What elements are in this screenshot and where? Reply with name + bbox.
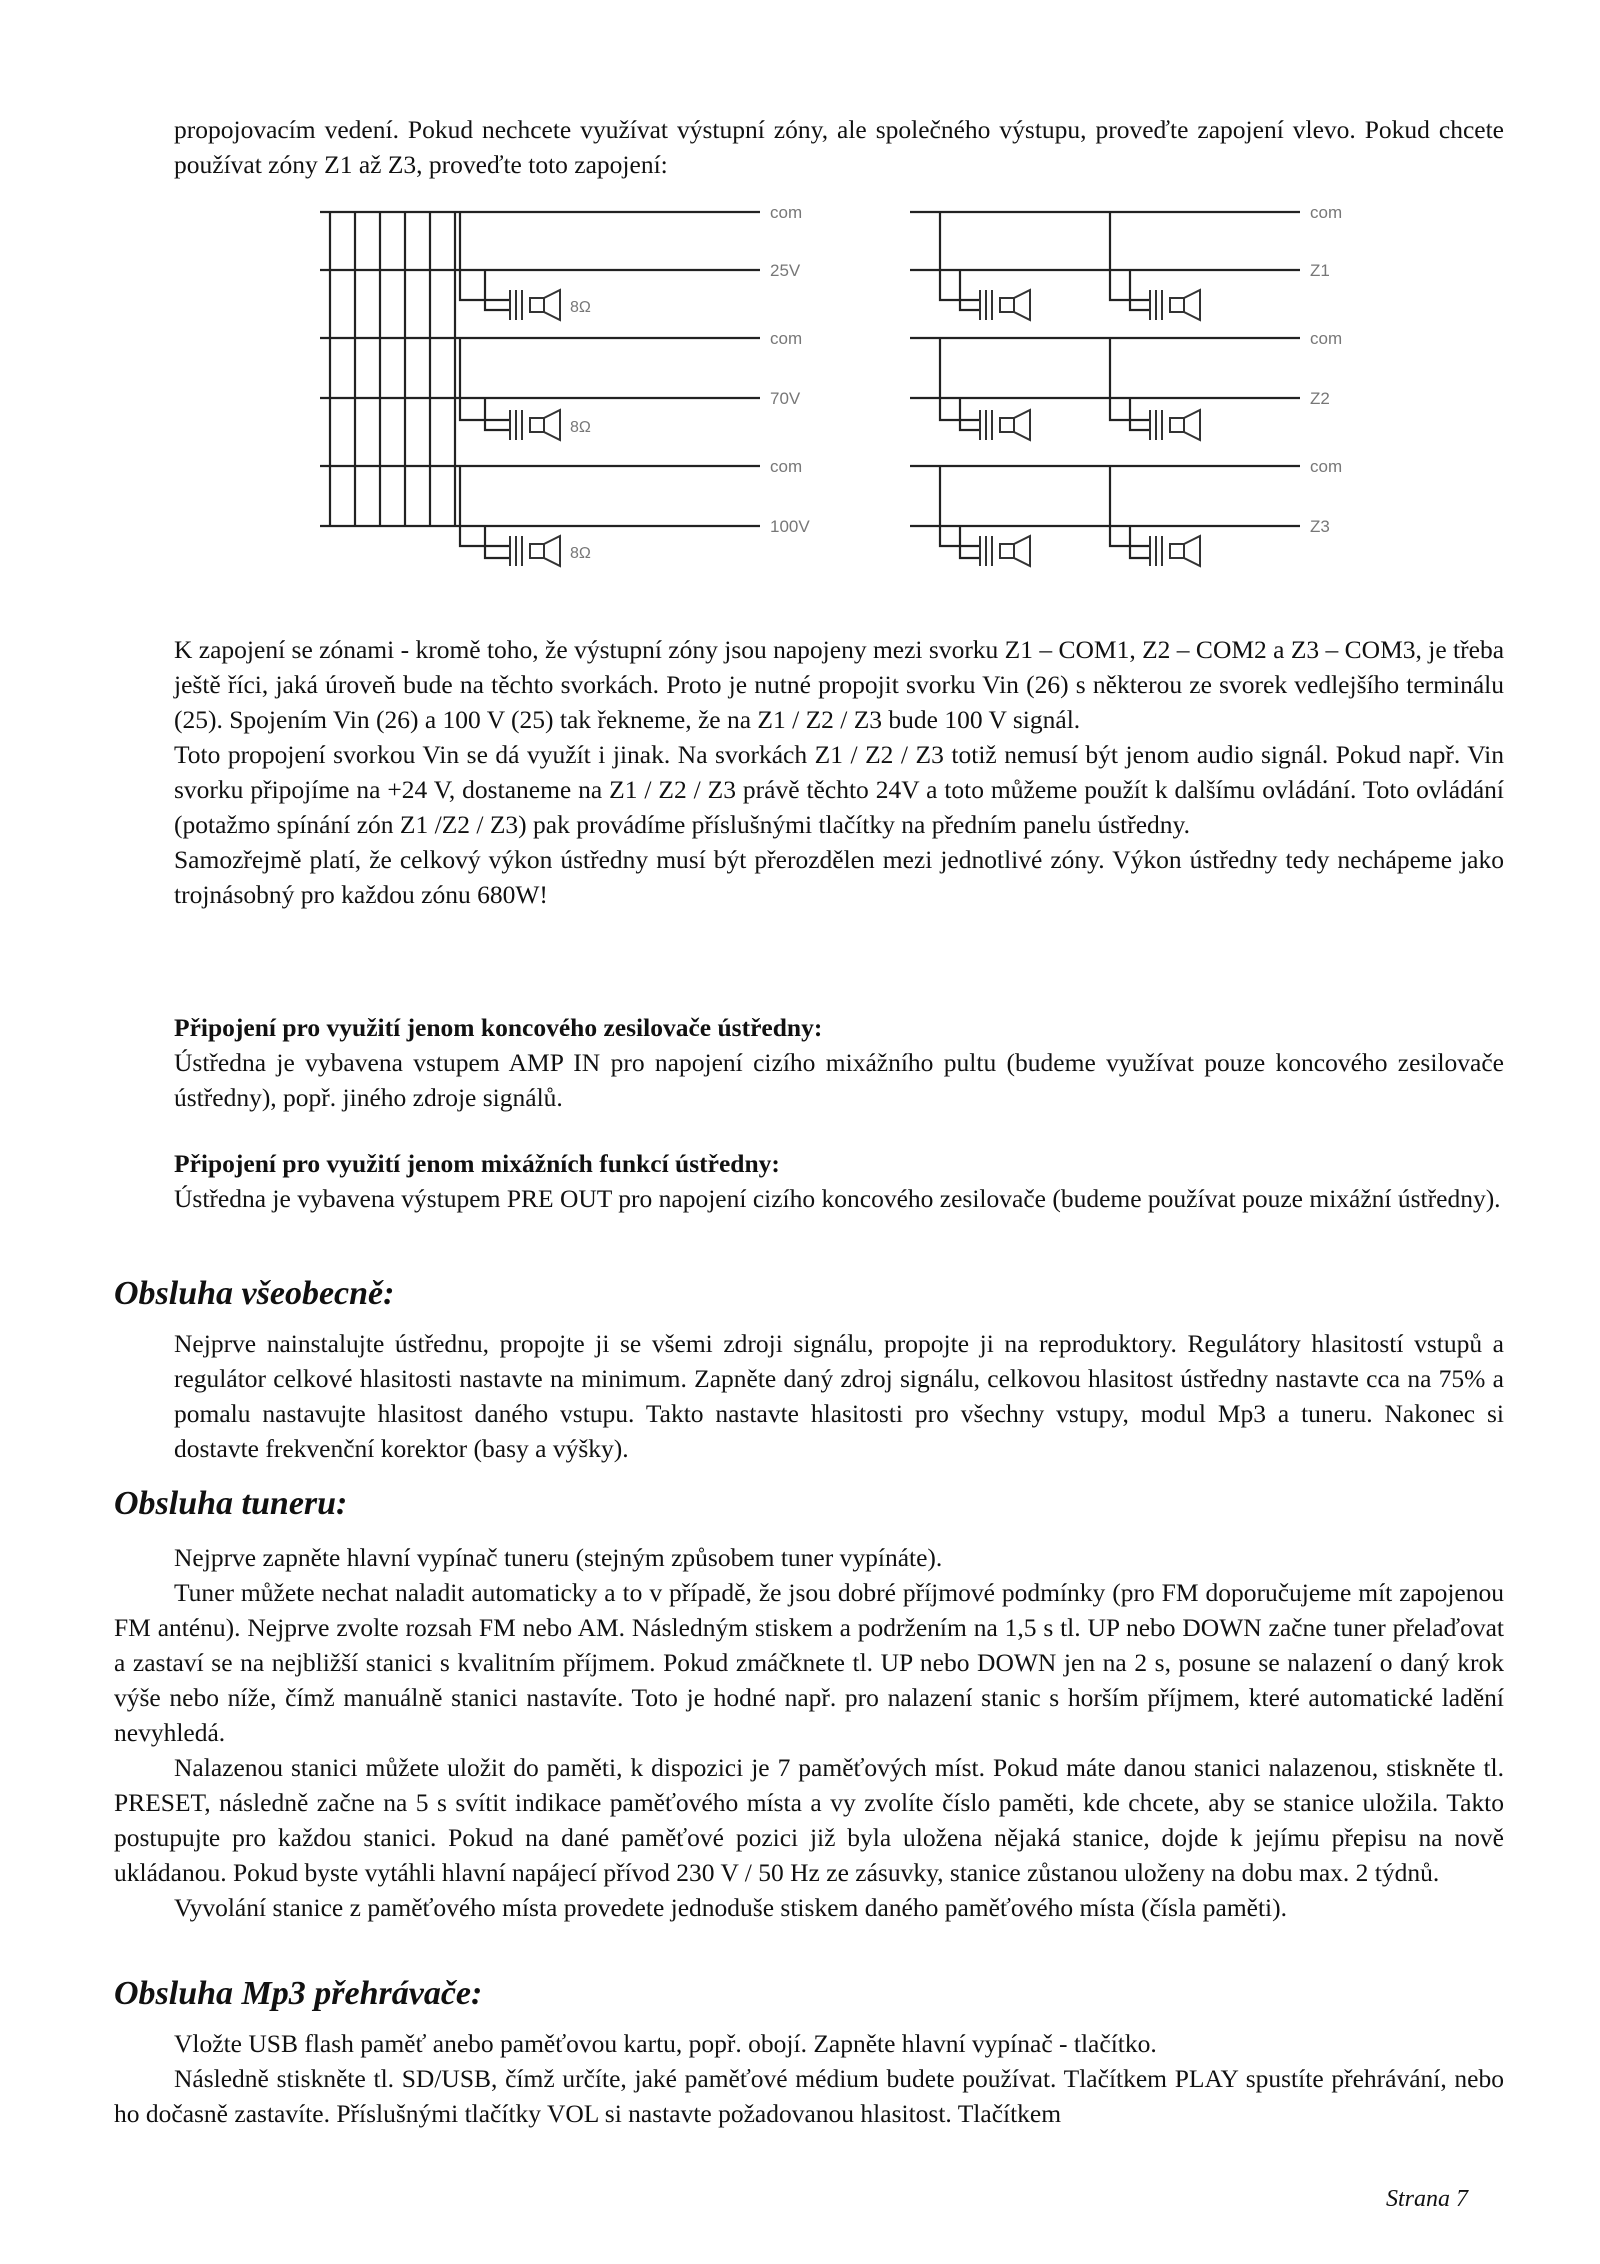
page-number: Strana 7 bbox=[1385, 2186, 1468, 2212]
zones-paragraph: K zapojení se zónami - kromě toho, že výstupní zóny jsou napojeny mezi svorku Z1 – COM1, Z2 – COM2 a Z3 – COM3, je třeba ještě říci, jaká úroveň bude na těchto svorkách. Proto je nutné propojit svorku Vin (26) s některou ze svorek vedlejšího terminálu (25). Spojením Vin (26) a 100 V (25) tak řekneme, že na Z1 / Z2 / Z3 bude 100 V signál. bbox=[174, 635, 1505, 734]
mp3-section bbox=[114, 2026, 1504, 2131]
bus-label: 25V bbox=[770, 261, 801, 280]
impedance-label: 8Ω bbox=[570, 299, 591, 316]
zone-label: Z3 bbox=[1310, 517, 1330, 536]
pre-out-body: Ústředna je vybavena výstupem PRE OUT pro napojení cizího koncového zesilovače (budeme používat pouze mixážní ústředny). bbox=[174, 1184, 1501, 1213]
intro-text: propojovacím vedení. Pokud nechcete využívat výstupní zóny, ale společného výstupu, proveďte zapojení vlevo. Pokud chcete používat zóny Z1 až Z3, proveďte toto zapojení: bbox=[174, 115, 1504, 179]
mp3-paragraph: Vložte USB flash paměť anebo paměťovou kartu, popř. obojí. Zapněte hlavní vypínač - tlačítko. bbox=[174, 2029, 1157, 2058]
general-body: Nejprve nainstalujte ústřednu, propojte ji se všemi zdroji signálu, propojte ji na reproduktory. Regulátory hlasitostí vstupů a regulátor celkové hlasitosti nastavte na minimum. Zapněte daný zdroj signálu, celkovou hlasitost ústředny nastavte cca na 75% a pomalu nastavujte hlasitost daného vstupu. Takto nastavte hlasitosti pro všechny vstupy, modul Mp3 a tuneru. Nakonec si dostavte frekvenční korektor (basy a výšky). bbox=[174, 1329, 1504, 1463]
zone-label: Z2 bbox=[1310, 389, 1330, 408]
mp3-heading: Obsluha Mp3 přehrávače: bbox=[114, 1975, 483, 2012]
bus-label: com bbox=[770, 457, 803, 476]
pre-out-section bbox=[174, 1146, 1504, 1216]
wiring-diagram bbox=[300, 190, 1380, 600]
impedance-label: 8Ω bbox=[570, 419, 591, 436]
zone-label: com bbox=[1310, 329, 1343, 348]
impedance-label: 8Ω bbox=[570, 545, 591, 562]
tuner-heading: Obsluha tuneru: bbox=[114, 1485, 348, 1522]
general-section bbox=[114, 1326, 1504, 1466]
general-heading: Obsluha všeobecně: bbox=[114, 1275, 395, 1312]
zones-paragraph: Samozřejmě platí, že celkový výkon ústředny musí být přerozdělen mezi jednotlivé zóny. Výkon ústředny tedy nechápeme jako trojnásobný pro každou zónu 680W! bbox=[174, 845, 1504, 909]
tuner-paragraph: Nejprve zapněte hlavní vypínač tuneru (stejným způsobem tuner vypínáte). bbox=[174, 1543, 943, 1572]
tuner-paragraph: Vyvolání stanice z paměťového místa provedete jednoduše stiskem daného paměťového místa (čísla paměti). bbox=[174, 1893, 1288, 1922]
bus-label: 100V bbox=[770, 517, 810, 536]
zone-label: com bbox=[1310, 457, 1343, 476]
amp-in-title: Připojení pro využití jenom koncového zesilovače ústředny: bbox=[174, 1013, 823, 1042]
bus-label: com bbox=[770, 203, 803, 222]
zone-label: Z1 bbox=[1310, 261, 1330, 280]
amp-in-body: Ústředna je vybavena vstupem AMP IN pro napojení cizího mixážního pultu (budeme využívat pouze koncového zesilovače ústředny), popř. jiného zdroje signálů. bbox=[174, 1048, 1504, 1112]
zones-section bbox=[174, 632, 1504, 912]
zone-label: com bbox=[1310, 203, 1343, 222]
tuner-paragraph: Nalazenou stanici můžete uložit do paměti, k dispozici je 7 paměťových míst. Pokud máte danou stanici nalazenou, stiskněte tl. PRESET, následně začne na 5 s svítit indikace paměťového místa a vy zvolíte číslo paměti, kde chcete, aby se stanice uložila. Takto postupujte pro každou stanici. Pokud na dané paměťové pozici již byla uložena nějaká stanice, dojde k jejímu přepisu na nově ukládanou. Pokud byste vytáhli hlavní napájecí přívod 230 V / 50 Hz ze zásuvky, stanice zůstanou uloženy na dobu max. 2 týdnů. bbox=[114, 1753, 1504, 1887]
intro-paragraph bbox=[174, 112, 1504, 182]
bus-label: com bbox=[770, 329, 803, 348]
zones-paragraph: Toto propojení svorkou Vin se dá využít i jinak. Na svorkách Z1 / Z2 / Z3 totiž nemusí být jenom audio signál. Pokud např. Vin svorku připojíme na +24 V, dostaneme na Z1 / Z2 / Z3 právě těchto 24V a toto můžeme použít k dalšímu ovládání. Toto ovládání (potažmo spínání zón Z1 /Z2 / Z3) pak provádíme příslušnými tlačítky na předním panelu ústředny. bbox=[174, 740, 1504, 839]
tuner-paragraph: Tuner můžete nechat naladit automaticky a to v případě, že jsou dobré příjmové podmínky (pro FM doporučujeme mít zapojenou FM anténu). Nejprve zvolte rozsah FM nebo AM. Následným stiskem a podržením na 1,5 s tl. UP nebo DOWN začne tuner přelaďovat a zastaví se na nejbližší stanici s kvalitním příjmem. Pokud zmáčknete tl. UP nebo DOWN jen na 2 s, posune se nalazení o daný krok výše nebo níže, čímž manuálně stanici nastavíte. Toto je hodné např. pro nalazení stanic s horším příjmem, které automatické ladění nevyhledá. bbox=[114, 1578, 1504, 1747]
tuner-section bbox=[114, 1540, 1504, 1925]
pre-out-title: Připojení pro využití jenom mixážních funkcí ústředny: bbox=[174, 1149, 780, 1178]
amp-in-section bbox=[174, 1010, 1504, 1115]
mp3-paragraph: Následně stiskněte tl. SD/USB, čímž určíte, jaké paměťové médium budete používat. Tlačítkem PLAY spustíte přehrávání, nebo ho dočasně zastavíte. Příslušnými tlačítky VOL si nastavte požadovanou hlasitost. Tlačítkem bbox=[114, 2064, 1504, 2128]
bus-label: 70V bbox=[770, 389, 801, 408]
